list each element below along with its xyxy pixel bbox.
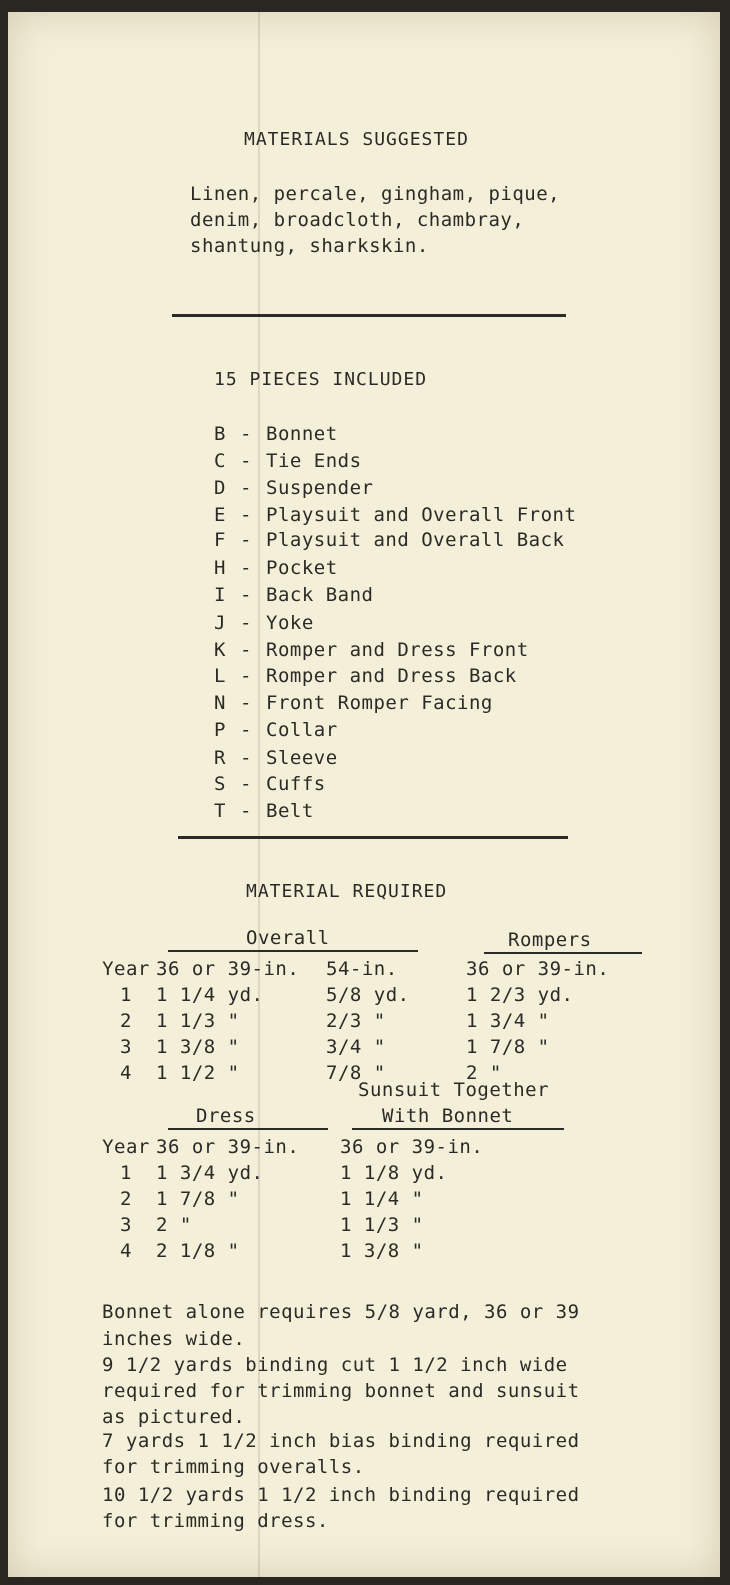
table-row: 4 1 1/2 " 7/8 " 2 " xyxy=(120,1062,502,1084)
materials-line-1: Linen, percale, gingham, pique, xyxy=(190,183,561,205)
material-required-heading: MATERIAL REQUIRED xyxy=(246,881,448,902)
table-row: Year 36 or 39-in. 54-in. 36 or 39-in. xyxy=(102,958,610,980)
note-line: 7 yards 1 1/2 inch bias binding required xyxy=(102,1430,580,1452)
note-line: for trimming overalls. xyxy=(102,1456,365,1478)
piece-item: J - Yoke xyxy=(214,612,314,634)
note-line: 9 1/2 yards binding cut 1 1/2 inch wide xyxy=(102,1354,568,1376)
pieces-included-heading: 15 PIECES INCLUDED xyxy=(214,369,428,390)
dress-sunsuit-table xyxy=(96,1132,483,1262)
table-row: 1 1 3/4 yd. 1 1/8 yd. xyxy=(120,1162,448,1184)
table-row: 2 1 7/8 " 1 1/4 " xyxy=(120,1188,424,1210)
piece-item: I - Back Band xyxy=(214,584,374,606)
overall-heading: Overall xyxy=(246,927,330,949)
piece-item: S - Cuffs xyxy=(214,773,326,795)
note-line: 10 1/2 yards 1 1/2 inch binding required xyxy=(102,1484,580,1506)
overall-rompers-table xyxy=(96,954,609,1084)
table-row: 1 1 1/4 yd. 5/8 yd. 1 2/3 yd. xyxy=(120,984,574,1006)
piece-item: R - Sleeve xyxy=(214,747,338,769)
table-row: 3 2 " 1 1/3 " xyxy=(120,1214,424,1236)
table-row: 2 1 1/3 " 2/3 " 1 3/4 " xyxy=(120,1010,550,1032)
table-row: 4 2 1/8 " 1 3/8 " xyxy=(120,1240,424,1262)
materials-suggested-heading: MATERIALS SUGGESTED xyxy=(244,129,469,150)
dress-underline xyxy=(168,1128,328,1130)
materials-line-2: denim, broadcloth, chambray, xyxy=(190,209,525,231)
dress-heading: Dress xyxy=(196,1105,256,1127)
piece-item: L - Romper and Dress Back xyxy=(214,665,517,687)
piece-item: E - Playsuit and Overall Front xyxy=(214,504,577,526)
note-line: as pictured. xyxy=(102,1406,246,1428)
table-row: 3 1 3/8 " 3/4 " 1 7/8 " xyxy=(120,1036,550,1058)
rompers-heading: Rompers xyxy=(508,929,592,951)
materials-line-3: shantung, sharkskin. xyxy=(190,235,429,257)
piece-item: T - Belt xyxy=(214,800,314,822)
sunsuit-heading-line-1: Sunsuit Together xyxy=(358,1079,550,1101)
section-divider xyxy=(172,314,566,317)
pattern-sheet xyxy=(8,12,720,1577)
note-line: required for trimming bonnet and sunsuit xyxy=(102,1380,580,1402)
piece-item: B - Bonnet xyxy=(214,423,338,445)
piece-item: D - Suspender xyxy=(214,477,374,499)
piece-item: N - Front Romper Facing xyxy=(214,692,493,714)
section-divider xyxy=(178,836,568,839)
note-line: inches wide. xyxy=(102,1328,246,1350)
note-line: Bonnet alone requires 5/8 yard, 36 or 39 xyxy=(102,1301,580,1323)
sunsuit-heading-line-2: With Bonnet xyxy=(382,1105,514,1127)
sunsuit-underline xyxy=(352,1128,564,1130)
piece-item: C - Tie Ends xyxy=(214,450,362,472)
piece-item: F - Playsuit and Overall Back xyxy=(214,529,565,551)
overall-underline xyxy=(168,950,418,952)
piece-item: H - Pocket xyxy=(214,557,338,579)
piece-item: K - Romper and Dress Front xyxy=(214,639,529,661)
table-row: Year 36 or 39-in. 36 or 39-in. xyxy=(102,1136,484,1158)
piece-item: P - Collar xyxy=(214,719,338,741)
note-line: for trimming dress. xyxy=(102,1510,329,1532)
